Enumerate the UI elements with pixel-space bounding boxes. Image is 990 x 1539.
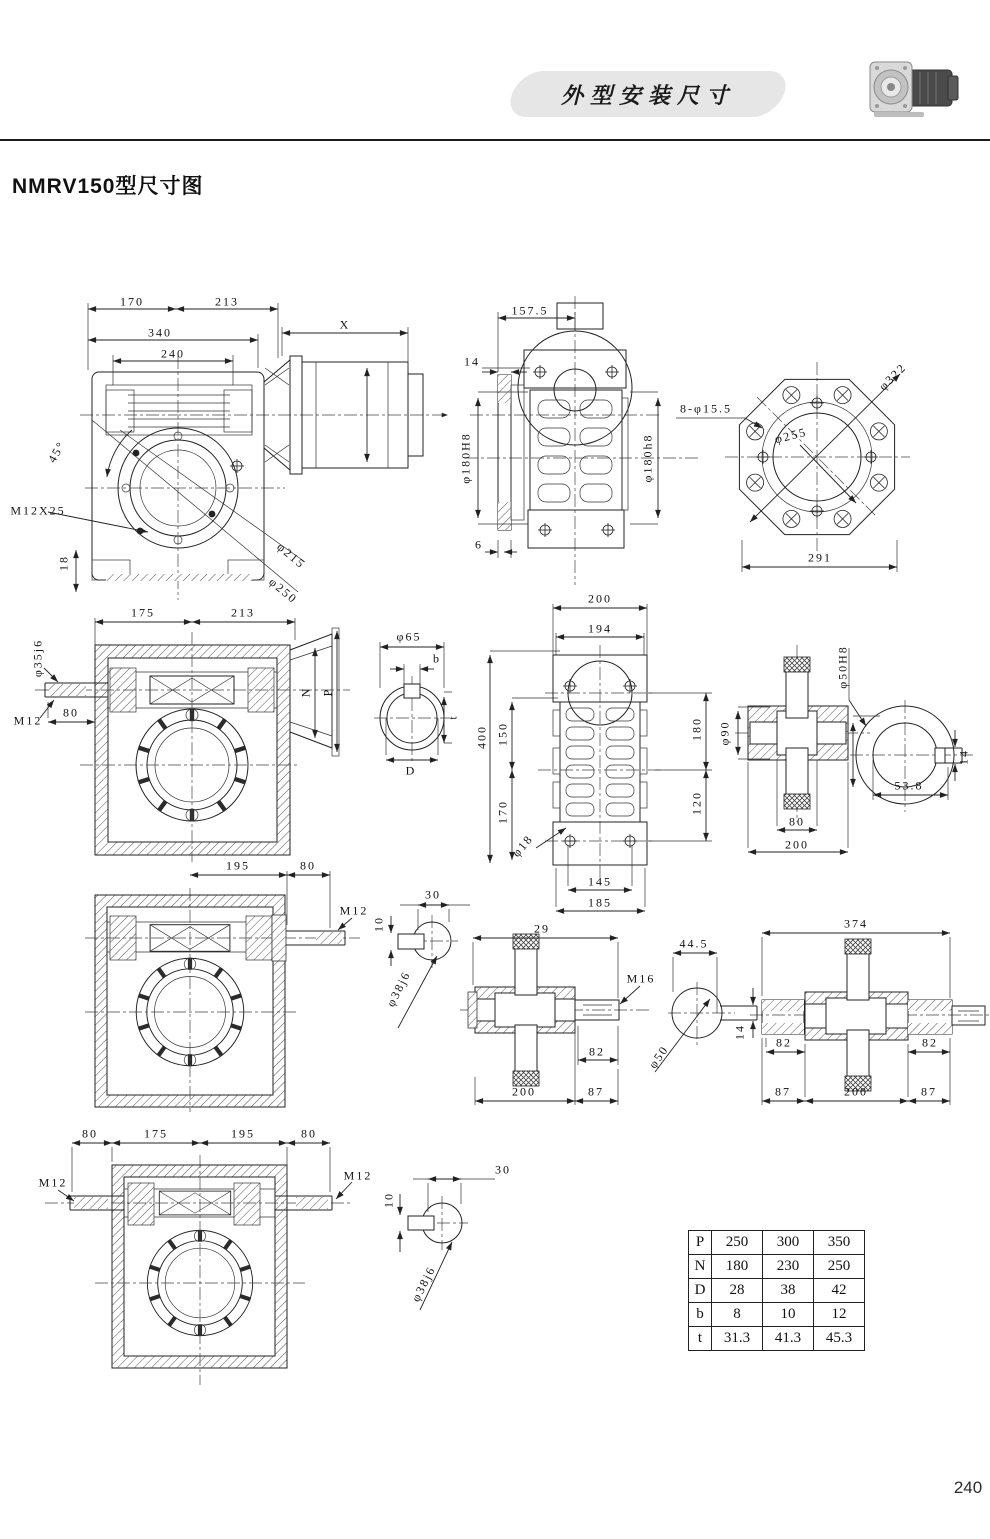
vJ-dim-82: 82 [589,1044,605,1059]
cell: 42 [814,1279,865,1303]
vF-dim-200: 200 [588,591,612,606]
vF-dim-194: 194 [588,621,612,636]
vC-dim-255: φ255 [773,424,809,447]
vA-dim-X: X [339,317,351,332]
page-number: 240 [953,1478,983,1497]
vE-dim-t: t [445,714,460,720]
vM-dim-175: 175 [144,1126,168,1141]
vA-dim-18: 18 [56,555,71,571]
table-row [689,1303,865,1327]
vA-dim-213: 213 [215,294,239,309]
vF-dim-180: 180 [689,717,704,741]
single-shaft-view-drawing [85,871,360,1112]
vM-dim-195: 195 [231,1126,255,1141]
row-key: D [689,1279,712,1303]
double-shaft-view-drawing [45,1143,352,1385]
row-key: t [689,1327,712,1351]
cell: 8 [712,1303,763,1327]
cell: 31.3 [712,1327,763,1351]
vJ-dim-29: 29 [534,921,550,936]
cell: 350 [814,1231,865,1255]
worm-shaft-single-drawing [460,934,650,1105]
banner-title: 外型安装尺寸 [560,83,735,109]
vM-dim-80l: 80 [82,1126,98,1141]
vL-dim-374: 374 [844,916,868,931]
row-key: P [689,1231,712,1255]
vE-dim-D: D [405,763,417,778]
vD-dim-213: 213 [231,605,255,620]
cell: 45.3 [814,1327,865,1351]
vG-dim-200: 200 [785,837,809,852]
table-row [689,1327,865,1351]
vK-dim-14: 14 [732,1024,747,1040]
worm-shaft-double-drawing [750,933,990,1105]
vL-dim-82r: 82 [922,1035,938,1050]
cell: 12 [814,1303,865,1327]
vJ-dim-200: 200 [512,1084,536,1099]
vG-dim-50H8: φ50H8 [835,645,850,689]
vE-dim-b: b [433,651,441,666]
vB-dim-14: 14 [464,354,480,369]
table-row [689,1255,865,1279]
section-view-drawing [35,618,350,862]
vA-dim-45deg: 45° [44,438,69,466]
vC-dim-holes: 8-φ15.5 [680,401,732,416]
vG-dim-14: 14 [956,749,971,765]
vB-dim-180H8: φ180H8 [458,432,473,484]
vH-dim-195: 195 [226,858,250,873]
cell: 38 [763,1279,814,1303]
mounting-view-drawing [490,604,712,911]
vB-dim-6: 6 [475,537,483,552]
vD-dim-35j6: φ35j6 [30,638,45,678]
vF-dim-185: 185 [588,895,612,910]
page-title: NMRV150型尺寸图 [12,175,204,198]
vI-dim-10: 10 [371,916,386,932]
cell: 10 [763,1303,814,1327]
vD-dim-m12: M12 [13,713,43,728]
cell: 300 [763,1231,814,1255]
flange-view-drawing [676,362,910,572]
vD-dim-N: N [298,686,313,698]
vB-dim-180h8: φ180h8 [640,433,655,483]
vF-dim-120: 120 [689,791,704,815]
vB-dim-157-5: 157.5 [511,303,549,318]
hollow-shaft-drawing [735,645,975,852]
vK-dim-44-5: 44.5 [679,936,709,951]
vD-dim-80: 80 [63,705,79,720]
vH-dim-80: 80 [300,858,316,873]
vM-dim-m12l: M12 [38,1175,68,1190]
vA-dim-240: 240 [161,346,185,361]
vJ-dim-87: 87 [588,1084,604,1099]
vF-dim-150: 150 [495,722,510,746]
vE-dim-65: φ65 [396,629,422,644]
vA-dim-170: 170 [120,294,144,309]
vF-dim-170: 170 [495,800,510,824]
vG-dim-80: 80 [789,814,805,829]
vD-dim-175: 175 [131,605,155,620]
vM-dim-80r: 80 [301,1126,317,1141]
vH-dim-m12: M12 [339,903,369,918]
vN-dim-10: 10 [381,1192,396,1208]
vA-dim-215: φ215 [274,539,309,572]
vI-dim-38j6: φ38j6 [383,968,414,1009]
side-view-drawing [465,296,700,585]
spec-table [688,1230,865,1351]
cell: 180 [712,1255,763,1279]
vG-dim-90: φ90 [717,720,732,746]
table-row [689,1279,865,1303]
shaft50-detail-drawing [655,953,757,1072]
cell: 230 [763,1255,814,1279]
vA-dim-m12x25: M12X25 [10,503,66,518]
vA-dim-340: 340 [148,325,172,340]
vL-dim-200: 200 [844,1084,868,1099]
vJ-dim-m16: M16 [626,971,656,986]
vD-dim-P: P [320,687,335,697]
vF-dim-18: φ18 [509,831,536,860]
vN-dim-38j6: φ38j6 [408,1263,439,1304]
shaft38-detail-upper [391,905,470,1028]
vC-dim-291: 291 [808,550,832,565]
vL-dim-82l: 82 [776,1035,792,1050]
vF-dim-400: 400 [474,725,489,749]
table-row [689,1231,865,1255]
vN-dim-30: 30 [495,1162,511,1177]
vF-dim-145: 145 [588,874,612,889]
vI-dim-30: 30 [425,887,441,902]
cell: 250 [814,1255,865,1279]
vM-dim-m12r: M12 [343,1168,373,1183]
front-view-drawing [48,303,448,600]
vL-dim-87r: 87 [921,1084,937,1099]
vG-dim-53-8: 53.8 [894,778,924,793]
vA-dim-250: φ250 [266,574,301,607]
cell: 41.3 [763,1327,814,1351]
vL-dim-87l: 87 [775,1084,791,1099]
row-key: b [689,1303,712,1327]
cell: 250 [712,1231,763,1255]
vC-dim-322: φ322 [876,360,910,394]
row-key: N [689,1255,712,1279]
vK-dim-50: φ50 [645,1042,672,1071]
cell: 28 [712,1279,763,1303]
